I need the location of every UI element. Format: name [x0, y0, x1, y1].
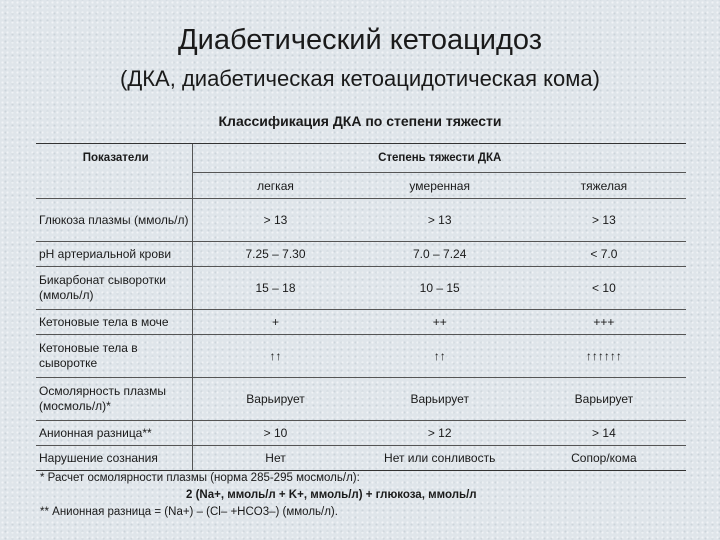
cell-mild: > 13 [193, 199, 358, 242]
cell-mild: > 10 [193, 421, 358, 446]
cell-mild: Нет [193, 446, 358, 471]
row-indicator: Анионная разница** [36, 421, 193, 446]
table-row [36, 310, 686, 335]
cell-moderate: ++ [358, 310, 522, 335]
cell-severe: Сопор/кома [522, 446, 686, 471]
table-caption: Классификация ДКА по степени тяжести [218, 113, 502, 129]
cell-severe: < 7.0 [522, 242, 686, 267]
cell-moderate: 10 – 15 [358, 267, 522, 310]
slide-title: Диабетический кетоацидоз [177, 24, 542, 56]
severity-classification-table [36, 143, 686, 471]
header-severity: Степень тяжести ДКА [193, 144, 686, 173]
anion-gap-footnote: ** Анионная разница = (Na+) – (Cl– +HCO3–) (ммоль/л). [40, 506, 338, 518]
osmolarity-footnote: * Расчет осмолярности плазмы (норма 285-295 мосмоль/л): [40, 472, 360, 484]
severity-level-mild: легкая [193, 173, 358, 199]
slide-subtitle: (ДКА, диабетическая кетоацидотическая кома) [120, 66, 600, 91]
row-indicator: Глюкоза плазмы (ммоль/л) [36, 199, 193, 242]
cell-severe: +++ [522, 310, 686, 335]
table-row [36, 199, 686, 242]
cell-severe: > 13 [522, 199, 686, 242]
table-row [36, 378, 686, 421]
row-indicator: Кетоновые тела в сыворотке [36, 335, 193, 378]
cell-severe: ↑↑↑↑↑↑ [522, 335, 686, 378]
cell-moderate: ↑↑ [358, 335, 522, 378]
row-indicator: Осмолярность плазмы (мосмоль/л)* [36, 378, 193, 421]
cell-moderate: > 12 [358, 421, 522, 446]
row-indicator: рН артериальной крови [36, 242, 193, 267]
table-row [36, 421, 686, 446]
cell-mild: 7.25 – 7.30 [193, 242, 358, 267]
footnotes [40, 470, 477, 521]
cell-moderate: Варьирует [358, 378, 522, 421]
cell-moderate: 7.0 – 7.24 [358, 242, 522, 267]
severity-level-severe: тяжелая [522, 173, 686, 199]
cell-severe: < 10 [522, 267, 686, 310]
table-row [36, 242, 686, 267]
osmolarity-formula: 2 (Na+, ммоль/л + K+, ммоль/л) + глюкоза, ммоль/л [186, 489, 477, 501]
cell-moderate: Нет или сонливость [358, 446, 522, 471]
table-header-row [36, 144, 686, 173]
cell-severe: > 14 [522, 421, 686, 446]
row-indicator: Нарушение сознания [36, 446, 193, 471]
table-row [36, 446, 686, 471]
cell-moderate: > 13 [358, 199, 522, 242]
table-row [36, 267, 686, 310]
table-row [36, 335, 686, 378]
cell-mild: Варьирует [193, 378, 358, 421]
cell-mild: ↑↑ [193, 335, 358, 378]
row-indicator: Бикарбонат сыворотки (ммоль/л) [36, 267, 193, 310]
row-indicator: Кетоновые тела в моче [36, 310, 193, 335]
cell-mild: + [193, 310, 358, 335]
cell-severe: Варьирует [522, 378, 686, 421]
severity-level-moderate: умеренная [358, 173, 522, 199]
cell-mild: 15 – 18 [193, 267, 358, 310]
header-indicator: Показатели [36, 144, 193, 199]
